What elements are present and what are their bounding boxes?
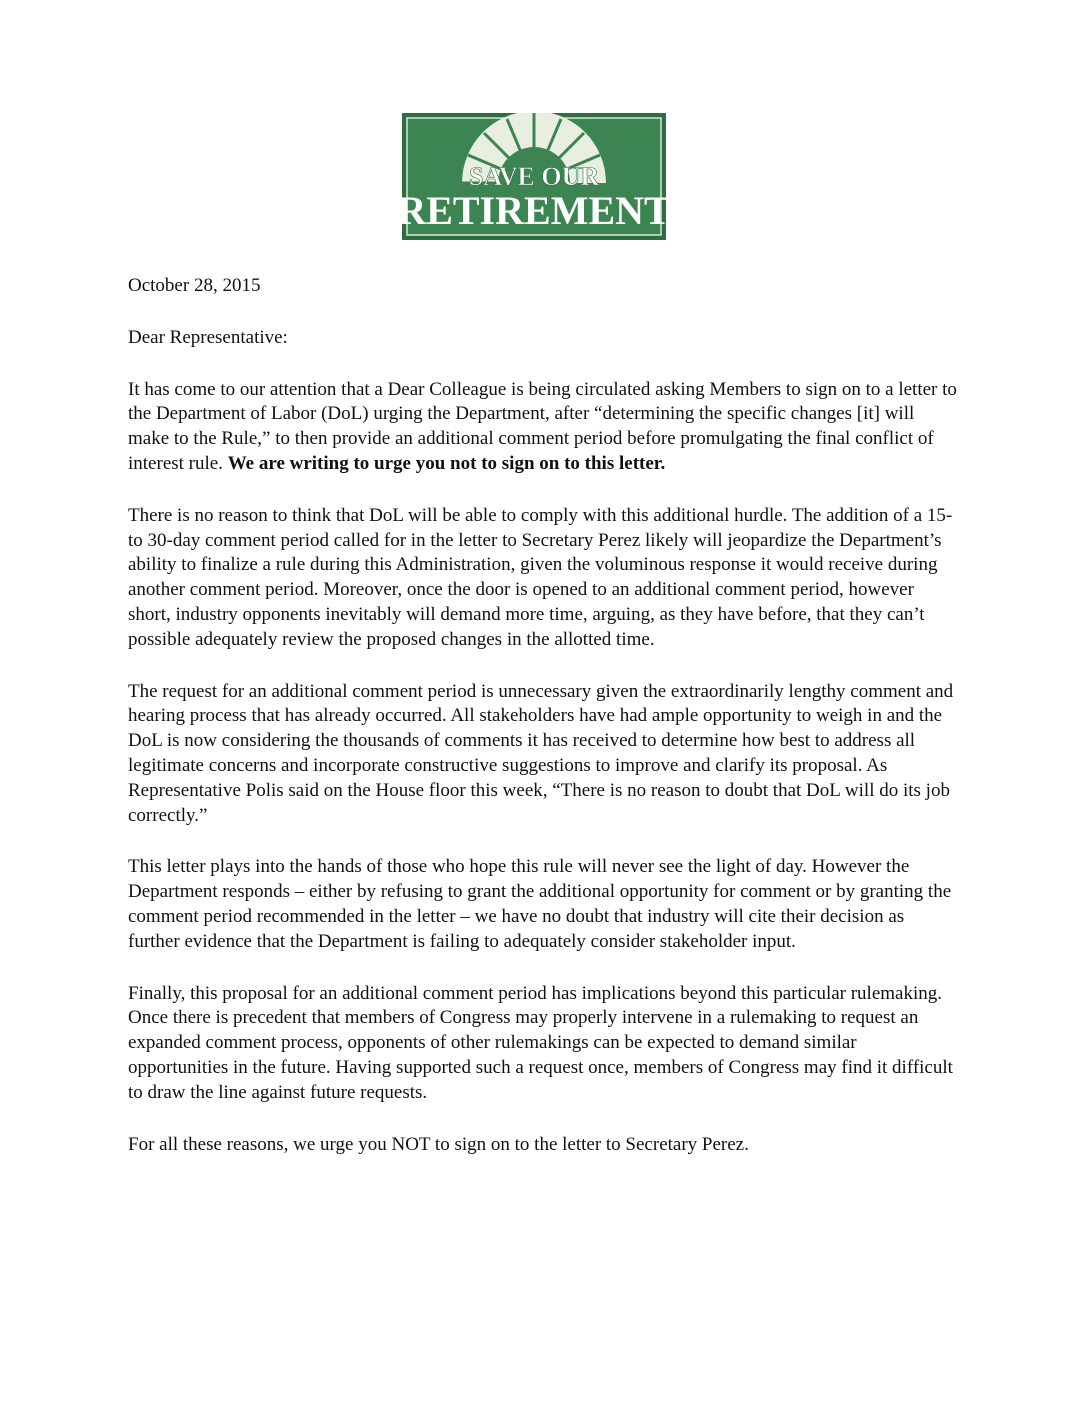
paragraph-1-text: It has come to our attention that a Dear Colleague is being circulated asking Members to sign on to a letter to the Department of Labor (DoL) urging the Department, after “determining the specific changes [it] will make to the Rule,” to then provide an additional comment period before promulgating the final conflict of interest rule.: [128, 378, 957, 474]
paragraph-6: For all these reasons, we urge you NOT to sign on to the letter to Secretary Perez.: [128, 1133, 749, 1155]
salutation: Dear Representative:: [128, 326, 288, 348]
logo-line2: RETIREMENT: [402, 188, 666, 233]
letter-body: [128, 274, 960, 1184]
logo-line1: SAVE OUR: [468, 162, 600, 191]
paragraph-1: [128, 378, 960, 477]
paragraph-4: This letter plays into the hands of those who hope this rule will never see the light of day. However the Department responds – either by refusing to grant the additional opportunity for comment or by granting the comment period recommended in the letter – we have no doubt that industry will cite their decision as further evidence that the Department is failing to adequately consider stakeholder input.: [128, 856, 952, 952]
paragraph-3: The request for an additional comment period is unnecessary given the extraordinarily lengthy comment and hearing process that has already occurred. All stakeholders have had ample opportunity to weigh in and the DoL is now considering the thousands of comments it has received to determine how best to address all legitimate concerns and incorporate constructive suggestions to improve and clarify its proposal. As Representative Polis said on the House floor this week, “There is no reason to doubt that DoL will do its job correctly.”: [128, 680, 954, 826]
paragraph-5: Finally, this proposal for an additional comment period has implications beyond this particular rulemaking. Once there is precedent that members of Congress may properly intervene in a rulemaking to request an expanded comment process, opponents of other rulemakings can be expected to demand similar opportunities in the future. Having supported such a request once, members of Congress may find it difficult to draw the line against future requests.: [128, 982, 953, 1103]
paragraph-2: There is no reason to think that DoL will be able to comply with this additional hurdle. The addition of a 15- to 30-day comment period called for in the letter to Secretary Perez likely will jeopardize the Department’s ability to finalize a rule during this Administration, given the voluminous response it would receive during another comment period. Moreover, once the door is opened to an additional comment period, however short, industry opponents inevitably will demand more time, arguing, as they have before, that they can’t possible adequately review the proposed changes in the allotted time.: [128, 504, 953, 650]
logo-graphic: [402, 113, 666, 240]
paragraph-1-bold: We are writing to urge you not to sign on to this letter.: [227, 452, 666, 474]
letter-date: October 28, 2015: [128, 275, 261, 296]
save-our-retirement-logo: [402, 113, 666, 240]
